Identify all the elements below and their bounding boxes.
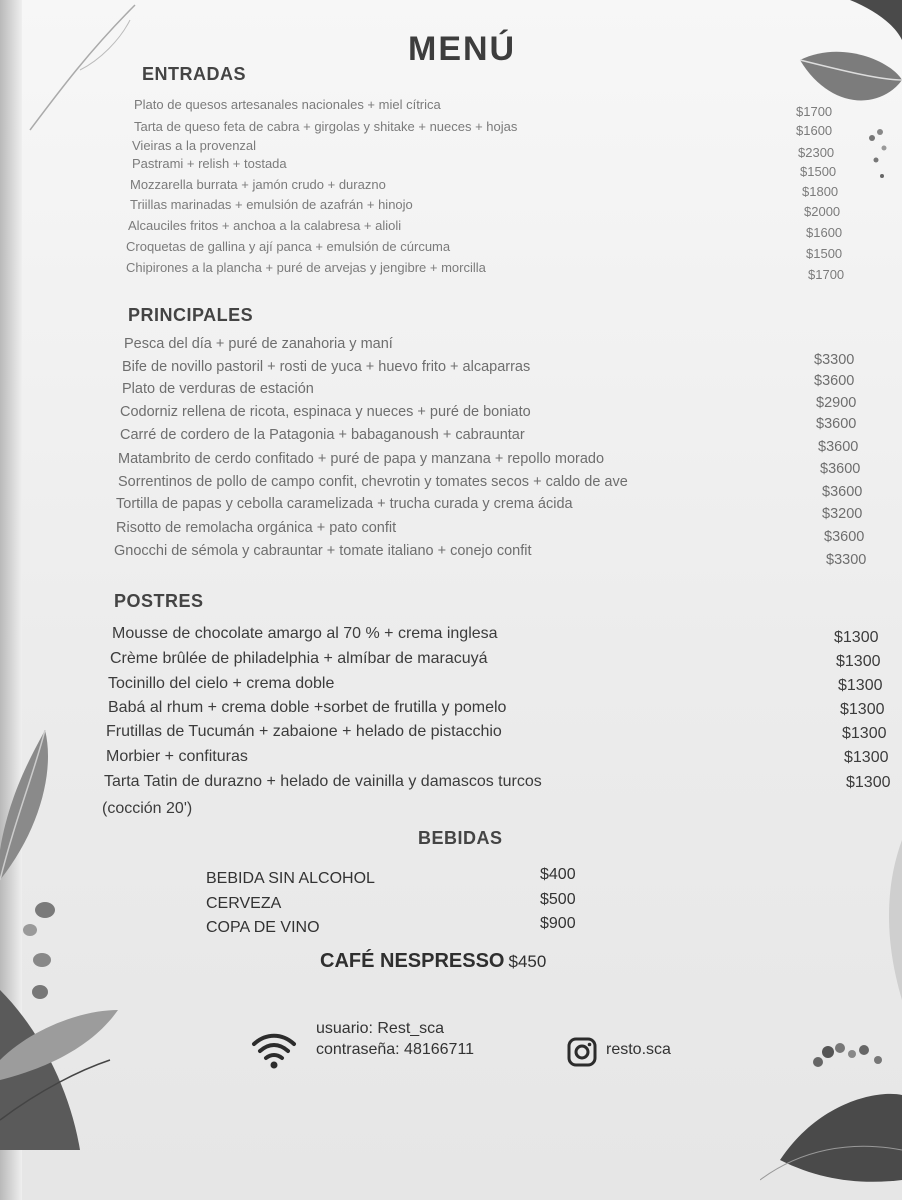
item-price: $3600	[822, 484, 863, 500]
item-price: $1500	[800, 164, 837, 179]
item-description: Tarta Tatin de durazno + helado de vainilla y damascos turcos	[104, 773, 542, 790]
list-item	[104, 773, 894, 795]
principales-heading: PRINCIPALES	[128, 305, 254, 325]
list-item	[118, 474, 868, 500]
item-description: Crème brûlée de philadelphia + almíbar de maracuyá	[110, 650, 488, 667]
item-price: $500	[540, 891, 576, 908]
item-description: Chipirones a la plancha + puré de arvejas y jengibre + morcilla	[126, 260, 486, 275]
list-item	[116, 496, 866, 522]
item-description: Frutillas de Tucumán + zabaione + helado de pistacchio	[106, 723, 502, 740]
item-description: COPA DE VINO	[206, 919, 320, 936]
item-price: $2000	[804, 204, 841, 219]
item-price: $2300	[798, 145, 835, 160]
leaf-decoration-bottom-left	[0, 730, 120, 1170]
item-description: Sorrentinos de pollo de campo confit, chevrotin y tomates secos + caldo de ave	[118, 474, 628, 490]
item-price: $1300	[838, 677, 883, 694]
instagram-handle: resto.sca	[606, 1041, 671, 1058]
item-price: $1300	[836, 653, 881, 670]
item-price: $1300	[842, 725, 887, 742]
item-description: Mozzarella burrata + jamón crudo + durazno	[130, 177, 386, 192]
list-item	[114, 543, 867, 568]
item-description: Mousse de chocolate amargo al 70 % + crema inglesa	[112, 625, 498, 642]
item-description: CERVEZA	[206, 895, 282, 912]
wifi-user: usuario: Rest_sca	[316, 1020, 445, 1037]
item-description: Tarta de queso feta de cabra + girgolas y shitake + nueces + hojas	[134, 119, 518, 134]
item-description: Triillas marinadas + emulsión de azafrán + hinojo	[130, 197, 413, 212]
list-item	[206, 891, 586, 917]
item-description: Gnocchi de sémola y cabrauntar + tomate italiano + conejo confit	[114, 543, 532, 559]
list-item	[126, 260, 845, 282]
list-item	[110, 650, 896, 672]
bebidas-heading: BEBIDAS	[418, 828, 503, 848]
list-item	[206, 866, 586, 892]
item-description: BEBIDA SIN ALCOHOL	[206, 870, 375, 887]
item-price: $3300	[814, 352, 855, 368]
item-description: Codorniz rellena de ricota, espinaca y nueces + puré de boniato	[120, 404, 531, 420]
item-price: $900	[540, 915, 576, 932]
item-note	[102, 800, 302, 822]
item-price: $1300	[844, 749, 889, 766]
leaf-decoration-bottom-right	[760, 840, 902, 1200]
list-item	[116, 520, 866, 545]
line-decoration-top-left	[20, 0, 140, 140]
instagram-icon	[566, 1036, 598, 1068]
item-description: Carré de cordero de la Patagonia + babaganoush + cabrauntar	[120, 427, 525, 443]
list-item	[120, 427, 870, 455]
cafe-price: $450	[508, 952, 547, 971]
item-description: Pastrami + relish + tostada	[132, 156, 287, 171]
postres-heading: POSTRES	[114, 591, 204, 611]
list-item	[108, 675, 894, 697]
cooking-time-note: (cocción 20')	[102, 800, 193, 817]
item-price: $1300	[840, 701, 885, 718]
item-description: Plato de verduras de estación	[122, 381, 314, 397]
list-item	[132, 156, 844, 178]
list-item	[106, 748, 892, 770]
list-item	[130, 177, 842, 199]
wifi-icon	[250, 1030, 298, 1070]
item-price: $1600	[806, 225, 843, 240]
entradas-heading: ENTRADAS	[142, 64, 247, 84]
list-item	[206, 915, 586, 941]
item-price: $3600	[818, 439, 859, 455]
item-price: $1800	[802, 184, 839, 199]
list-item	[130, 197, 842, 219]
item-price: $3600	[814, 373, 855, 389]
list-item	[118, 451, 868, 477]
item-description: Babá al rhum + crema doble +sorbet de frutilla y pomelo	[108, 699, 507, 716]
item-price: $1700	[796, 104, 833, 119]
list-item	[122, 381, 872, 411]
item-price: $2900	[816, 395, 857, 411]
list-item	[108, 699, 894, 721]
list-item	[120, 404, 870, 432]
cafe-nespresso	[320, 950, 546, 973]
list-item	[134, 97, 846, 119]
item-description: Tortilla de papas y cebolla caramelizada + trucha curada y crema ácida	[116, 496, 573, 512]
menu-title: MENÚ	[408, 30, 517, 68]
item-price: $3300	[826, 552, 867, 568]
item-price: $3600	[816, 416, 857, 432]
item-description: Bife de novillo pastoril + rosti de yuca + huevo frito + alcaparras	[122, 359, 531, 375]
item-description: Pesca del día + puré de zanahoria y maní	[124, 336, 393, 352]
item-description: Tocinillo del cielo + crema doble	[108, 675, 335, 692]
item-description: Croquetas de gallina y ají panca + emulsión de cúrcuma	[126, 239, 451, 254]
item-price: $1700	[808, 267, 845, 282]
item-price: $1500	[806, 246, 843, 261]
wifi-password: contraseña: 48166711	[316, 1041, 475, 1058]
item-description: Matambrito de cerdo confitado + puré de papa y manzana + repollo morado	[118, 451, 605, 467]
list-item	[112, 625, 898, 647]
item-price: $3200	[822, 506, 863, 522]
wifi-credentials	[316, 1018, 474, 1060]
item-description: Morbier + confituras	[106, 748, 248, 765]
item-description: Alcauciles fritos + anchoa a la calabresa + alioli	[128, 218, 402, 233]
item-description: Risotto de remolacha orgánica + pato confit	[116, 520, 397, 536]
item-price: $400	[540, 866, 576, 883]
list-item	[128, 218, 843, 240]
item-price: $1300	[834, 629, 879, 646]
item-description: Vieiras a la provenzal	[132, 138, 257, 153]
item-description: Plato de quesos artesanales nacionales + miel cítrica	[134, 97, 441, 112]
list-item	[106, 723, 892, 745]
item-price: $1600	[796, 123, 833, 138]
list-item	[126, 239, 843, 261]
item-price: $3600	[824, 529, 865, 545]
cafe-label: CAFÉ NESPRESSO	[320, 950, 505, 972]
item-price: $1300	[846, 774, 891, 791]
item-price: $3600	[820, 461, 861, 477]
